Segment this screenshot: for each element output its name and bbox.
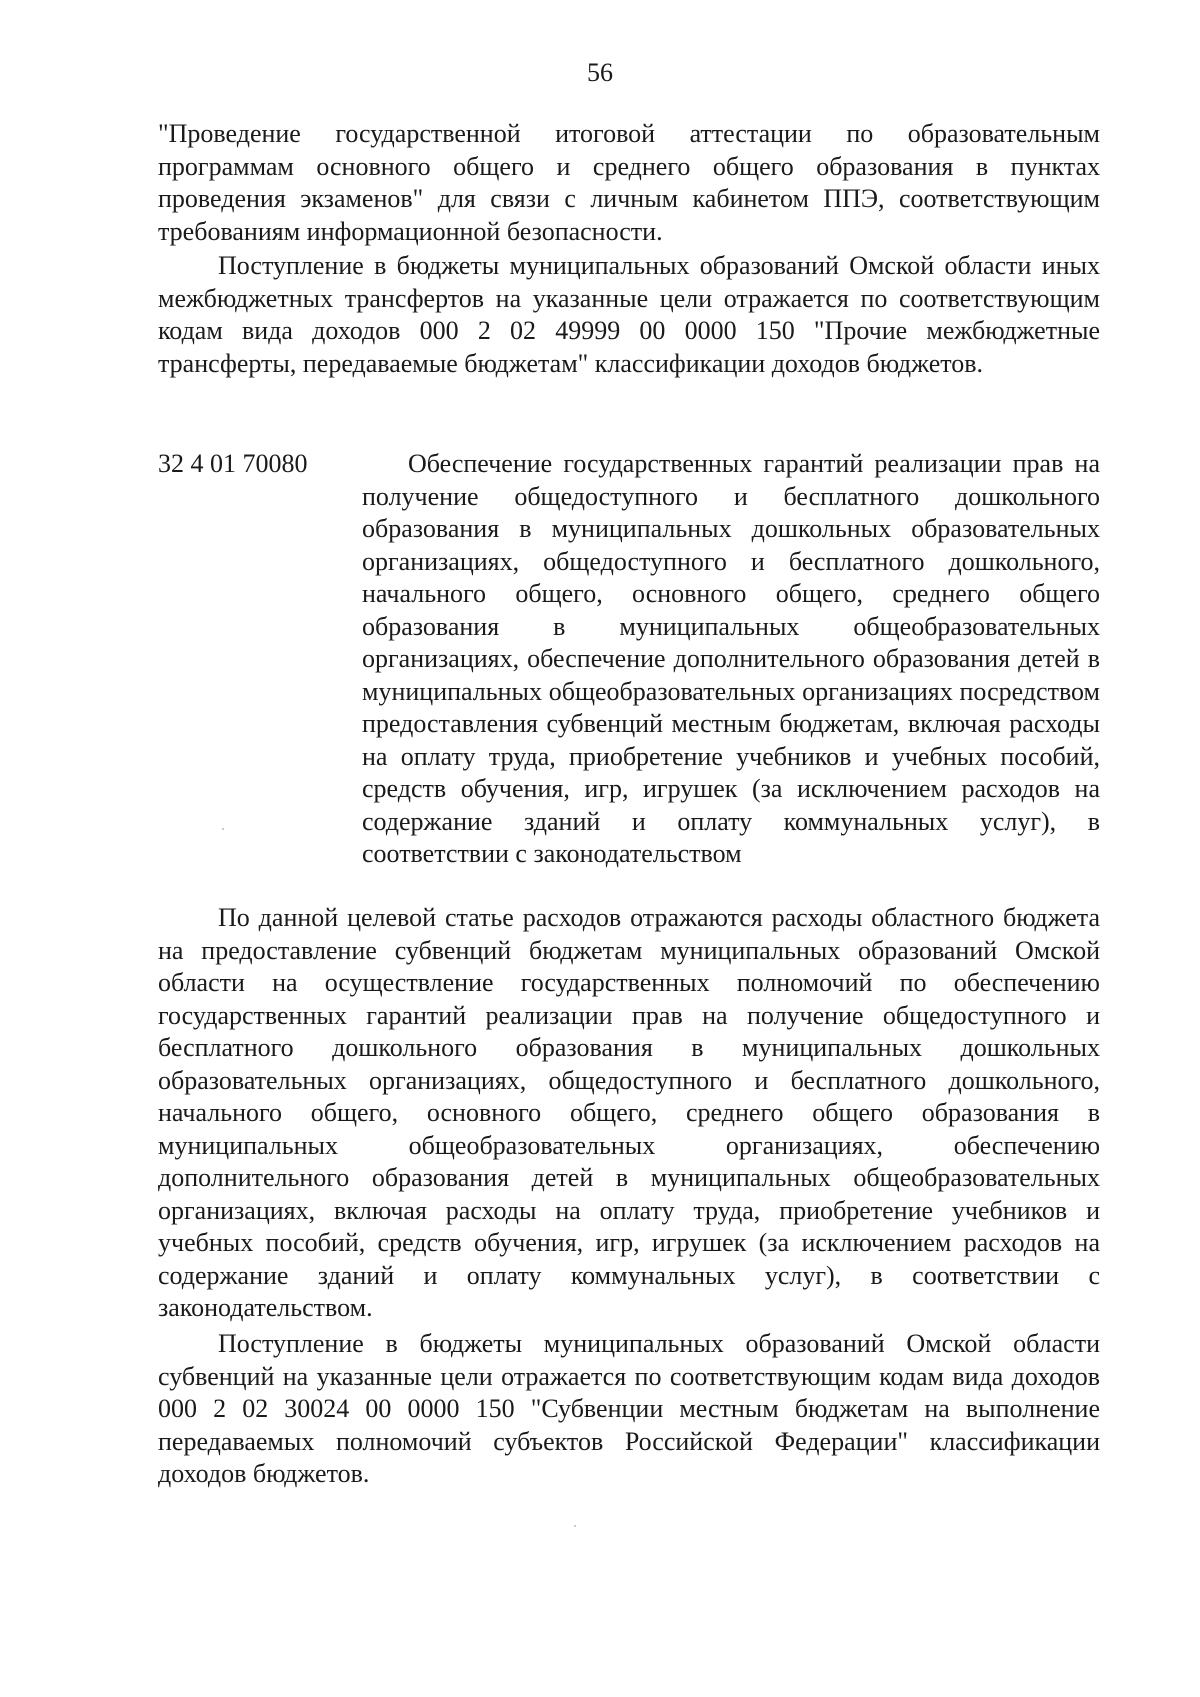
budget-code-description: Обеспечение государственных гарантий реализации прав на получение общедоступного и бесплатного дошкольного образования в муниципальных дошкольных образовательных организациях, общедоступного и бесплатного дошкольного, начального общего, основного общего, среднего общего образования в муниципальных общеобразовательных организациях, обеспечение дополнительного образования детей в муниципальных общеобразовательных организациях посредством предоставления субвенций местным бюджетам, включая расходы на оплату труда, приобретение учебников и учебных пособий, средств обучения, игр, игрушек (за исключением расходов на содержание зданий и оплату коммунальных услуг), в соответствии с законодательством <box>362 449 1100 868</box>
scan-speck <box>574 1525 576 1527</box>
paragraph-exam-certification: "Проведение государственной итоговой аттестации по образовательным программам основного общего и среднего общего образования в пунктах проведения экзаменов" для связи с личным кабинетом ППЭ, соответствующим требованиям информационной безопасности. <box>158 119 1100 246</box>
paragraph-expenditure-description: По данной целевой статье расходов отражаются расходы областного бюджета на предоставление субвенций бюджетам муниципальных образований Омской области на осуществление государственных полномочий по обеспечению государственных гарантий реализации прав на получение общедоступного и бесплатного дошкольного образования в муниципальных дошкольных образовательных организациях, общедоступного и бесплатного дошкольного, начального общего, основного общего, среднего общего образования в муниципальных общеобразовательных организациях, обеспечению дополнительного образования детей в муниципальных общеобразовательных организациях, включая расходы на оплату труда, приобретение учебников и учебных пособий, средств обучения, игр, игрушек (за исключением расходов на содержание зданий и оплату коммунальных услуг), в соответствии с законодательством. <box>158 903 1100 1322</box>
scan-speck <box>222 828 224 830</box>
paragraph-transfers-income: Поступление в бюджеты муниципальных образований Омской области иных межбюджетных трансфертов на указанные цели отражается по соответствующим кодам вида доходов 000 2 02 49999 00 0000 150 "Прочие межбюджетные трансферты, передаваемые бюджетам" классификации доходов бюджетов. <box>158 251 1100 378</box>
paragraph-subventions-income: Поступление в бюджеты муниципальных образований Омской области субвенций на указанные цели отражается по соответствующим кодам вида доходов 000 2 02 30024 00 0000 150 "Субвенции местным бюджетам на выполнение передаваемых полномочий субъектов Российской Федерации" классификации доходов бюджетов. <box>158 1329 1100 1488</box>
budget-code: 32 4 01 70080 <box>158 449 308 478</box>
page-number: 56 <box>587 58 613 87</box>
